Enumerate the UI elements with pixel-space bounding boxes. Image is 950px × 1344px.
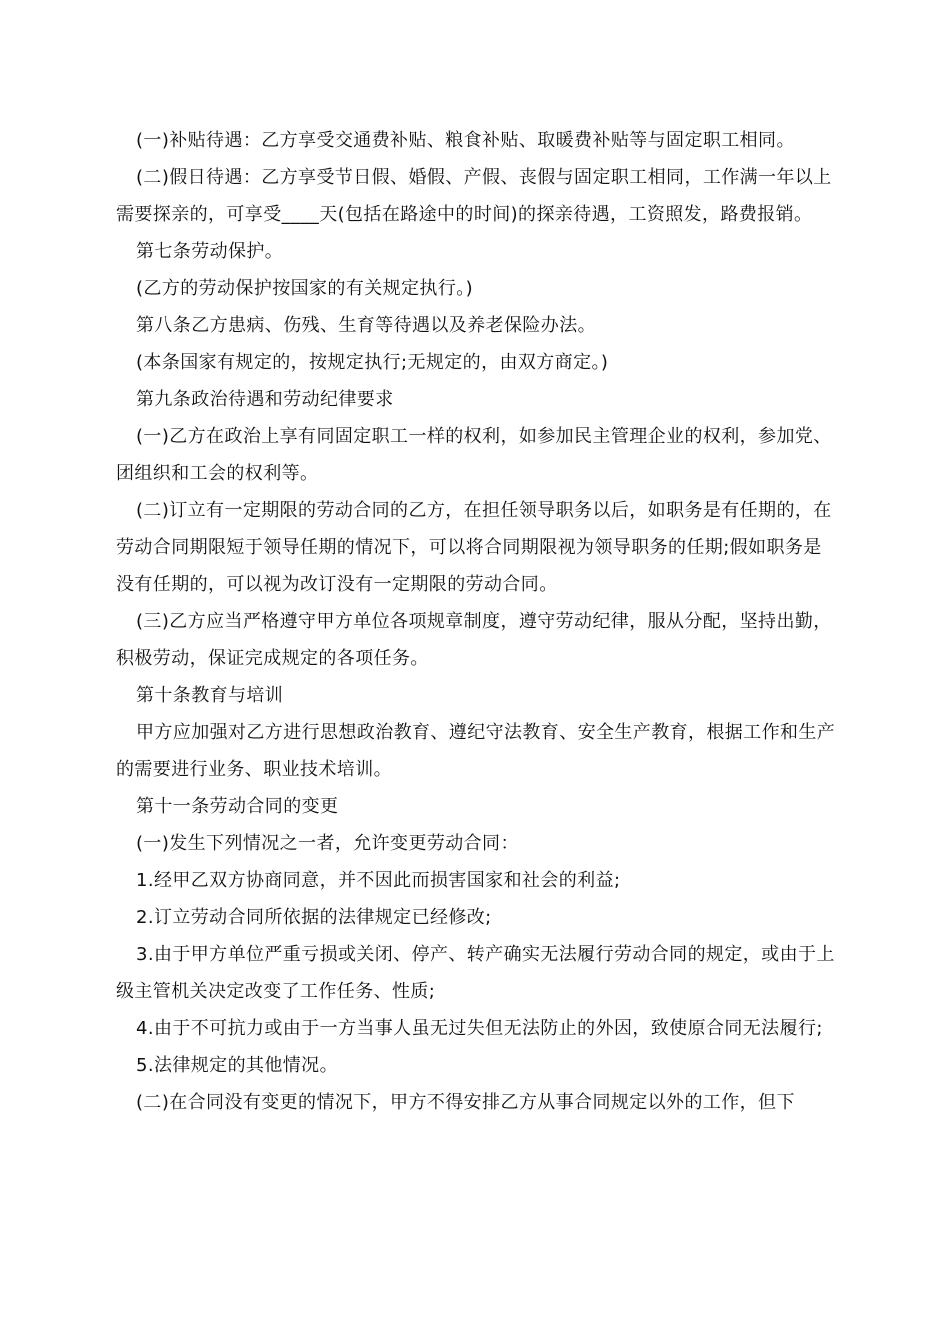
- paragraph-discipline: (三)乙方应当严格遵守甲方单位各项规章制度，遵守劳动纪律，服从分配，坚持出勤，积极劳动，保证完成规定的各项任务。: [116, 611, 832, 669]
- article-11-heading: 第十一条劳动合同的变更: [136, 796, 339, 817]
- article-10-heading: 第十条教育与培训: [136, 685, 284, 706]
- article-8-heading: 第八条乙方患病、伤残、生育等待遇以及养老保险办法。: [136, 315, 596, 336]
- list-item-1: 1.经甲乙双方协商同意，并不因此而损害国家和社会的利益;: [136, 870, 621, 891]
- list-item-4: 4.由于不可抗力或由于一方当事人虽无过失但无法防止的外因，致使原合同无法履行;: [136, 1018, 823, 1039]
- article-9-heading: 第九条政治待遇和劳动纪律要求: [136, 389, 394, 410]
- paragraph-subsidy: (一)补贴待遇：乙方享受交通费补贴、粮食补贴、取暖费补贴等与固定职工相同。: [136, 130, 795, 151]
- list-item-3: 3.由于甲方单位严重亏损或关闭、停产、转产确实无法履行劳动合同的规定，或由于上级主管机关决定改变了工作任务、性质;: [116, 944, 835, 1002]
- paragraph-leadership-term: (二)订立有一定期限的劳动合同的乙方，在担任领导职务以后，如职务是有任期的，在劳动合同期限短于领导任期的情况下，可以将合同期限视为领导职务的任期;假如职务是没有任期的，可以视为改订没有一定期限的劳动合同。: [116, 500, 832, 595]
- paragraph-political-rights: (一)乙方在政治上享有同固定职工一样的权利，如参加民主管理企业的权利，参加党、团组织和工会的权利等。: [116, 426, 832, 484]
- list-item-5: 5.法律规定的其他情况。: [136, 1055, 338, 1076]
- list-item-2: 2.订立劳动合同所依据的法律规定已经修改;: [136, 907, 492, 928]
- paragraph-training: 甲方应加强对乙方进行思想政治教育、遵纪守法教育、安全生产教育，根据工作和生产的需要进行业务、职业技术培训。: [116, 722, 836, 780]
- paragraph-labor-protection: (乙方的劳动保护按国家的有关规定执行。): [136, 278, 474, 299]
- paragraph-change-conditions: (一)发生下列情况之一者，允许变更劳动合同：: [136, 833, 519, 854]
- paragraph-holiday: (二)假日待遇：乙方享受节日假、婚假、产假、丧假与固定职工相同，工作满一年以上需要探亲的，可享受____天(包括在路途中的时间)的探亲待遇，工资照发，路费报销。: [116, 167, 832, 225]
- document-body: [116, 122, 836, 1121]
- paragraph-article-8-note: (本条国家有规定的，按规定执行;无规定的，由双方商定。): [136, 352, 609, 373]
- article-7-heading: 第七条劳动保护。: [136, 241, 284, 262]
- paragraph-no-change: (二)在合同没有变更的情况下，甲方不得安排乙方从事合同规定以外的工作，但下: [136, 1092, 795, 1113]
